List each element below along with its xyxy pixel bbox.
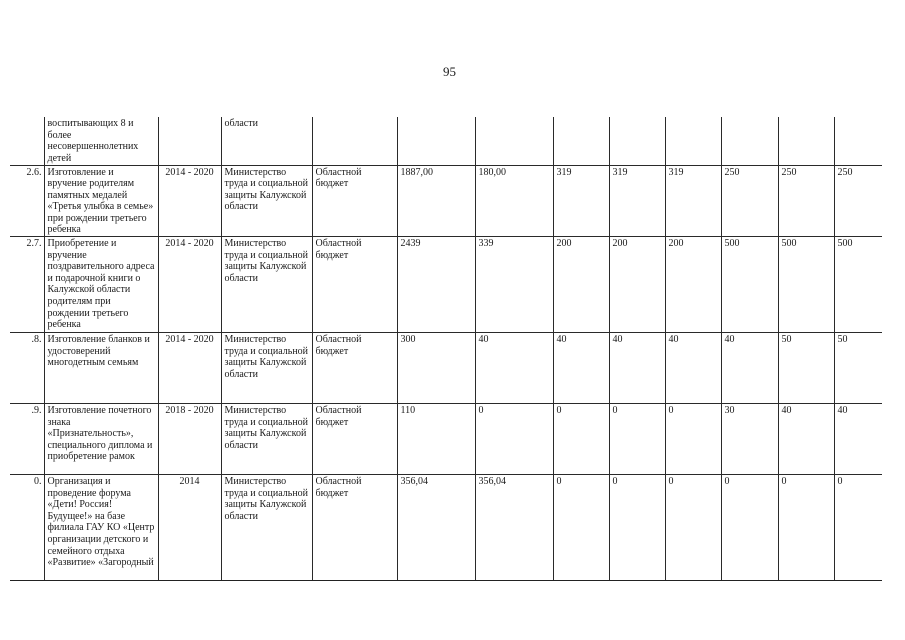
table-row <box>10 404 882 475</box>
value-cell: 356,04 <box>397 475 475 581</box>
value-cell: 0 <box>665 475 721 581</box>
event-name-cell: Изготовление почетного знака «Признательность», специального диплома и приобретение рамок <box>44 404 158 475</box>
row-number-cell: 2.7. <box>10 237 44 333</box>
table-row <box>10 333 882 404</box>
value-cell: 300 <box>397 333 475 404</box>
row-number-cell: 2.6. <box>10 165 44 237</box>
funding-source-cell: Областной бюджет <box>312 404 397 475</box>
value-cell: 200 <box>553 237 609 333</box>
value-cell <box>721 117 778 165</box>
executor-cell: Министерство труда и социальной защиты Калужской области <box>221 237 312 333</box>
executor-cell: Министерство труда и социальной защиты Калужской области <box>221 333 312 404</box>
period-cell: 2014 - 2020 <box>158 165 221 237</box>
value-cell: 180,00 <box>475 165 553 237</box>
table-row <box>10 165 882 237</box>
event-name-cell: Организация и проведение форума «Дети! Россия! Будущее!» на базе филиала ГАУ КО «Центр организации детского и семейного отдыха «Развитие» «Загородный <box>44 475 158 581</box>
value-cell: 250 <box>834 165 882 237</box>
event-name-cell: воспитывающих 8 и более несовершеннолетних детей <box>44 117 158 165</box>
event-name-cell: Изготовление и вручение родителям памятных медалей «Третья улыбка в семье» при рождении третьего ребенка <box>44 165 158 237</box>
value-cell: 200 <box>609 237 665 333</box>
row-number-cell: .8. <box>10 333 44 404</box>
value-cell: 0 <box>665 404 721 475</box>
event-name-cell: Изготовление бланков и удостоверений многодетным семьям <box>44 333 158 404</box>
value-cell: 0 <box>475 404 553 475</box>
table-row <box>10 237 882 333</box>
value-cell: 40 <box>665 333 721 404</box>
value-cell <box>475 117 553 165</box>
row-number-cell: .9. <box>10 404 44 475</box>
period-cell: 2014 - 2020 <box>158 237 221 333</box>
value-cell: 339 <box>475 237 553 333</box>
value-cell <box>834 117 882 165</box>
value-cell: 2439 <box>397 237 475 333</box>
value-cell: 0 <box>778 475 834 581</box>
page-number: 95 <box>443 64 456 79</box>
value-cell <box>609 117 665 165</box>
value-cell: 0 <box>609 404 665 475</box>
value-cell: 500 <box>834 237 882 333</box>
value-cell: 40 <box>721 333 778 404</box>
value-cell: 500 <box>721 237 778 333</box>
value-cell: 0 <box>609 475 665 581</box>
value-cell: 110 <box>397 404 475 475</box>
value-cell: 1887,00 <box>397 165 475 237</box>
period-cell <box>158 117 221 165</box>
value-cell: 500 <box>778 237 834 333</box>
event-name-cell: Приобретение и вручение поздравительного адреса и подарочной книги о Калужской области родителям при рождении третьего ребенка <box>44 237 158 333</box>
value-cell <box>665 117 721 165</box>
value-cell: 250 <box>721 165 778 237</box>
value-cell: 0 <box>721 475 778 581</box>
value-cell: 40 <box>475 333 553 404</box>
value-cell: 40 <box>834 404 882 475</box>
table-row <box>10 475 882 581</box>
value-cell <box>397 117 475 165</box>
period-cell: 2014 <box>158 475 221 581</box>
executor-cell: Министерство труда и социальной защиты Калужской области <box>221 165 312 237</box>
row-number-cell: 0. <box>10 475 44 581</box>
value-cell: 200 <box>665 237 721 333</box>
funding-source-cell: Областной бюджет <box>312 237 397 333</box>
value-cell <box>778 117 834 165</box>
value-cell: 50 <box>778 333 834 404</box>
value-cell: 30 <box>721 404 778 475</box>
funding-source-cell <box>312 117 397 165</box>
value-cell: 319 <box>665 165 721 237</box>
funding-source-cell: Областной бюджет <box>312 475 397 581</box>
value-cell: 356,04 <box>475 475 553 581</box>
value-cell: 40 <box>609 333 665 404</box>
table-row <box>10 117 882 165</box>
period-cell: 2014 - 2020 <box>158 333 221 404</box>
value-cell: 250 <box>778 165 834 237</box>
value-cell: 40 <box>778 404 834 475</box>
executor-cell: Министерство труда и социальной защиты Калужской области <box>221 475 312 581</box>
value-cell: 40 <box>553 333 609 404</box>
value-cell: 319 <box>553 165 609 237</box>
value-cell: 0 <box>834 475 882 581</box>
budget-table <box>10 117 882 581</box>
executor-cell: Министерство труда и социальной защиты Калужской области <box>221 404 312 475</box>
value-cell: 50 <box>834 333 882 404</box>
value-cell: 0 <box>553 404 609 475</box>
funding-source-cell: Областной бюджет <box>312 165 397 237</box>
value-cell: 319 <box>609 165 665 237</box>
value-cell: 0 <box>553 475 609 581</box>
period-cell: 2018 - 2020 <box>158 404 221 475</box>
executor-cell: области <box>221 117 312 165</box>
value-cell <box>553 117 609 165</box>
funding-source-cell: Областной бюджет <box>312 333 397 404</box>
row-number-cell <box>10 117 44 165</box>
